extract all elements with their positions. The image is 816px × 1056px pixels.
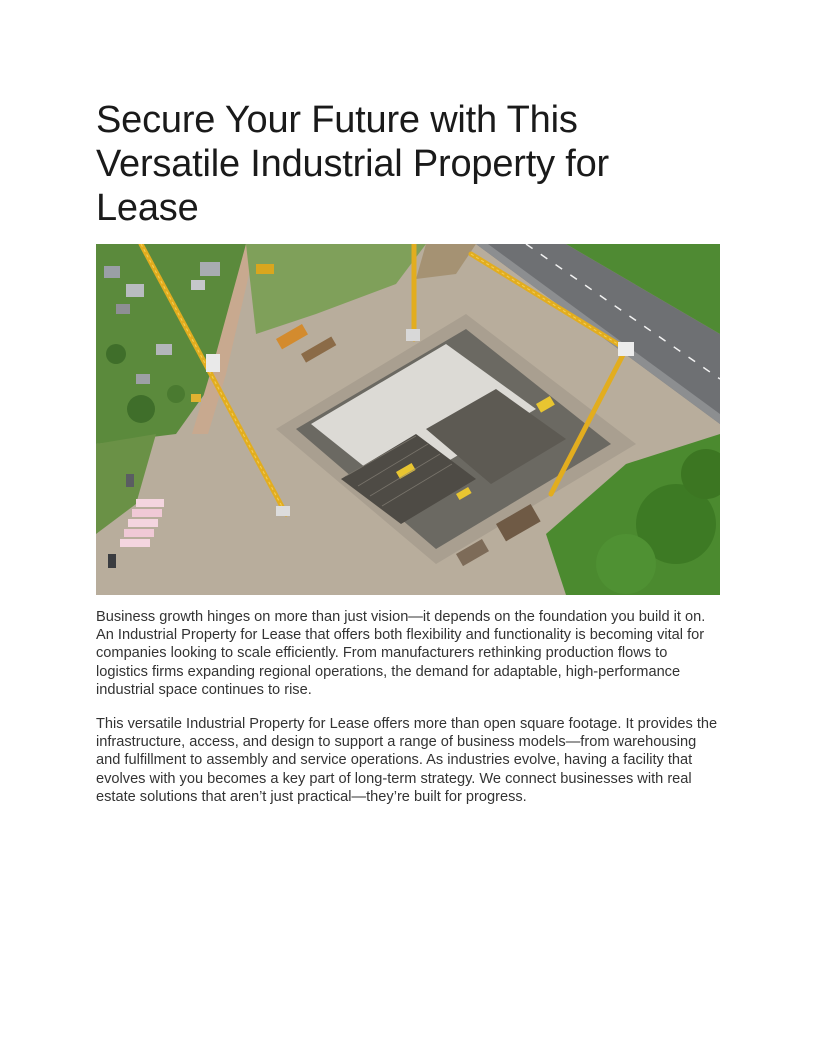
- page-title: Secure Your Future with This Versatile Industrial Property for Lease: [96, 99, 609, 229]
- construction-site-aerial-photo: [96, 244, 720, 595]
- document-page: [96, 98, 720, 806]
- body-paragraph-1: Business growth hinges on more than just vision—it depends on the foundation you build it on. An Industrial Property for Lease that offers both flexibility and functionality is becoming vital for companies looking to scale efficiently. From manufacturers rethinking production flows to logistics firms expanding regional operations, the demand for adaptable, high-performance industrial space continues to rise.: [96, 609, 706, 698]
- body-paragraph-2: This versatile Industrial Property for Lease offers more than open square footage. It provides the infrastructure, access, and design to support a range of business models—from warehousing and fulfillment to assembly and service operations. As industries evolve, having a facility that evolves with you becomes a key part of long-term strategy. We connect businesses with real estate solutions that aren’t just practical—they’re built for progress.: [96, 716, 718, 805]
